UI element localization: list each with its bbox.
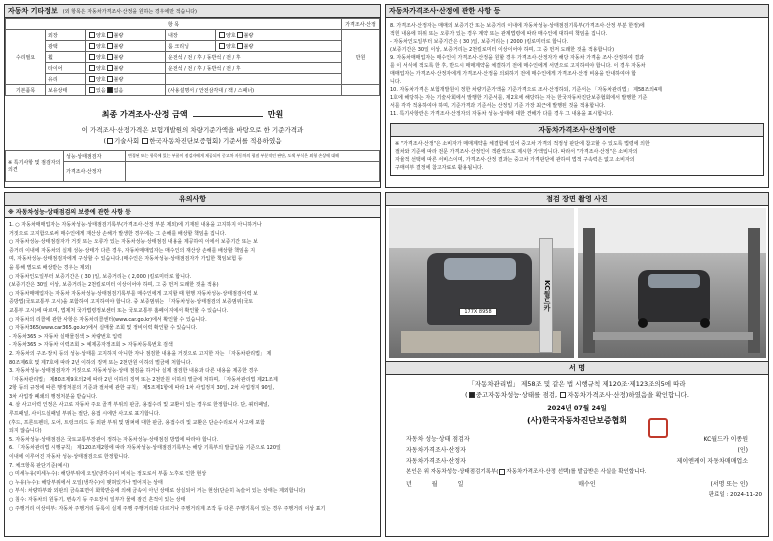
note-line: ○ 미세누유(미세누수): 해당부위에 오일(냉각수)이 비치는 정도로서 부품 노후로 인한 현상 [9,471,207,478]
appraisal-notes [386,18,768,119]
note-line: ○ 누유(누수): 해당부위에서 오일(냉각수)이 맺혀있거나 떨어지는 상태 [9,479,163,486]
bad-label: 불량 [113,54,124,61]
bad-checkbox[interactable] [107,43,113,49]
basis-options: ( 기술사회 한국자동차진단보증협회) 기준서를 적용하였음 [103,137,282,145]
price-appraisal-info-panel [385,4,769,188]
note-line: 2항 등의 규정에 따른 행정처분의 기준과 절차에 관한 규칙」 제5조제1항에 따라 1차 사업정지 30일, 2차 사업정지 90일, [9,385,275,392]
bad-checkbox[interactable] [107,54,113,60]
note-line: - 자동차365 > 자동차 이력조회 > 예제공자정조회 > 자동차등록번호 검색 [9,342,173,349]
no-label: 없음 [113,87,124,94]
definition-line: 구매여부 결정에 참고자료로 활용됩니다. [395,165,484,171]
note-line: 거짓으로 고지함으로써 매수인에게 재산상 손해가 발생한 경우에는 그 손해를 배상할 책임을 집니다. [9,230,227,237]
note-line: 80조제6호 및 제7호에 따라 2년 이하의 징역 또는 2천만원 이하의 벌금에 처합니다. [9,359,193,366]
note-line: 11. 특기사항란은 가격조사·산정자의 자동차 성능·상태에 대한 견해가 다를 경우 그 내용을 표시합니다. [390,111,614,117]
note-line: 5. 자동차성능·상태점검은 국토교통부장관이 정하는 자동차성능·상태점검 방법에 따라야 합니다. [9,436,219,443]
basis-line: 이 가격조사·산정가격은 보험개발원의 차량기준가액을 바탕으로 한 기준가격과 [81,126,304,134]
note-line: (보증기간은 30일 이상, 보증거리는 2천킬로미터 이상이어야 하며, 그 중 먼저 도래한 것을 적용) [9,282,219,289]
definition-title: 자동차가격조사·산정이란 [391,124,763,137]
note-line: ○ 주행거리 이상여부: 자동차 주행거리 등록이 실제 주행 주행거리와 다르거나 주행거리계 조작 등 다른 주행기록이 있는 경우 주행거리 이상 표기 [9,505,326,512]
note-line: 증거리 이내에 자동차의 실제 성능·상태가 다른 경우, 자동차매매업자는 매수인의 재산상 손해를 배상할 책임을 지 [9,247,256,254]
note-line: 7. 체크항목 판단기준(예시) [9,462,70,469]
note-line: 8. 가격조사·산정자는 매매의 보증기간 또는 보증거리 이내에 자동차성능·상태점검기록부(가격조사·산정 부분 한정)에 [390,23,645,29]
vehicle-other-info-panel [4,4,381,188]
signature-section [386,361,768,500]
special-notes-label: ※ 특기사항 및 점검자의 의견 [6,151,64,182]
signer-value: KC월드카 이종원 [703,436,748,443]
title-text: 자동차 기타정보 [8,7,58,15]
license-plate: 177X 8958 [459,308,497,316]
good-checkbox[interactable] [89,54,95,60]
note-line: ○ 자동차인도일부터 보증기간은 ( 30 )일, 보증거리는 ( 2,000 )킬로미터로 합니다. [9,273,192,280]
row-label: 휠 [46,52,86,63]
good-label: 양호 [96,43,106,50]
note-line: 1호에 해당하는 자는 기술사회에서 발행한 기준서를, 제2호에 해당하는 자는 한국자동차진단보증협회에서 발행한 기준 [390,95,648,101]
bad-checkbox[interactable] [107,65,113,71]
bad-checkbox[interactable] [237,43,243,49]
bad-checkbox[interactable] [107,76,113,82]
good-checkbox[interactable] [89,76,95,82]
good-checkbox[interactable] [89,43,95,49]
section-title [5,5,380,18]
row-label: 내장 [166,30,216,41]
note-line: - 자동차인도일부터 보증기간은 ( 30 )일, 보증거리는 ( 2000 )킬로미터로 합니다. [390,39,569,45]
appraisal-definition-box [390,123,764,176]
note-line: 「자동차관리법」 제80조제9호의2에 따라 2년 이하의 징역 또는 2천만원 이하의 벌금에 처하며, 「자동차관리법 제21조제 [9,376,278,383]
date-day: 24 [591,404,601,412]
bad-checkbox[interactable] [237,32,243,38]
good-label: 양호 [96,65,106,72]
receipt-month-label: 월 [431,481,438,488]
section-title: 유의사항 [5,193,380,206]
note-line: ○ 자동차성능·상태점검자가 거짓 또는 오류가 있는 자동차성능·상태점검 내용을 제공하여 이에서 보증기간 또는 보 [9,239,258,246]
date-year: 2024 [547,404,566,412]
good-checkbox[interactable] [219,43,225,49]
row-label: 보유상태 [46,85,86,96]
bad-label: 불량 [243,32,254,39]
subtitle-text: (외 항목은 자동차가격조사·산정을 원하는 경우에만 적습니다) [62,9,197,15]
bad-label: 불량 [113,43,124,50]
signer-row [386,434,768,443]
signer-value: (인) [737,447,748,454]
note-line: 2. 자동차의 구조·장치 등의 성능·상태를 고지하지 아니한 자나 점검한 내용을 거짓으로 고지한 자는 「자동차관리법」 제 [9,350,272,357]
signer-value: 제이엔케이 자동차매매업소 [676,458,748,465]
wheel [700,318,710,328]
inspection-photo-rear [578,208,766,358]
position-options: 운전석 / 전 / 후 / 동반석 / 전 / 후 [166,63,342,74]
bad-label: 불량 [113,32,124,39]
note-line: 루프패널, 사이드실패널 부위는 절단, 용접 시에만 사고로 표기합니다. [9,411,161,418]
definition-line: 절차와 기준에 따라 전문 가격조사·산정인이 객관적으로 제시한 가액입니다. 따라서 "가격조사·산정"은 소비자의 [395,149,638,155]
photo-section-title: 점검 장면 촬영 사진 [386,193,768,206]
lift-platform [401,331,561,353]
group-label: 수리필요 [6,30,46,85]
inspection-table [5,18,380,96]
signer-row [386,456,768,465]
buyer-label: 매수인 [578,481,596,488]
wheel [638,318,648,328]
price-header: 가격조사·산정 [342,19,380,30]
appraiser-notes[interactable] [126,162,380,182]
inspector-notes[interactable]: 변경된 또는 항목에 있는 부품이 점검자에게 제공되어 중고차 자동차의 평점 부분적인 판단, 도색 부식은 외형 손상에 대해 [126,151,380,162]
shop-banner: KC월드카 [539,238,553,353]
good-label: 양호 [96,32,106,39]
note-line: 9. 자동차매매업자는 매수인이 가격조사·산정을 원할 경우 가격조사·산정자가 해당 자동차 가격을 조사·산정하여 결과 [390,55,645,61]
note-line: 매매업자는 가격조사·산정자에게 가격조사·산정을 의뢰하기 전에 매수인에게 가격조사·산정 비용을 안내하여야 합 [390,71,637,77]
note-line: ○ 자동차매매업자는 자동차 자동차성능·상태점검기록부를 매수인에게 고지할 때 현행 자동차성능·상태점검이력 보 [9,290,258,297]
buyer-signature[interactable]: (서명 또는 인) [710,481,748,488]
definition-line: 자율적 선택에 따른 서비스이며, 가격조사·산정 결과는 중고차 가격판단에 관하여 법적 구속력은 없고 소비자의 [395,157,635,163]
position-options: 운전석 / 전 / 후 / 동반석 / 전 / 후 [166,52,342,63]
good-label: 양호 [96,54,106,61]
row-label: 광택 [46,41,86,52]
ceiling [578,208,766,253]
empty-cell [166,74,342,85]
subsection-title: ※ 자동차성능·상태점검의 보증에 관한 사항 등 [5,206,380,218]
note-line: (보증기간은 30일 이상, 보증거리는 2천킬로미터 이상이어야 하며, 그 중 먼저 도래한 것을 적용합니다) [390,47,615,53]
inspection-photo-front [389,208,574,358]
note-line: 6. 「자동차관리법 시행규칙」 제120조제2항에 따라 자동차성능·상태점검기록부는 해당 기록부의 발급일을 기준으로 120일 [9,445,281,452]
inspector-label: 성능·상태점검자 [64,151,126,162]
note-line: 되지 않습니다) [9,428,42,435]
good-label: 양호 [226,43,236,50]
group-label: 기본품목 [6,85,46,96]
note-line: 증방법(국토교통부 고시)을 포함하여 고지하여야 합니다. 중 보증범위는 「자동차성능·상태점검의 보증범위(국토 [9,299,254,306]
date-month: 07 [573,404,583,412]
lift-platform [593,332,753,340]
windshield [444,258,516,280]
date-month-label: 월 [582,404,590,412]
option2-checkbox[interactable] [142,138,148,144]
organization-name: (사)한국자동차진단보증협회 [526,416,628,425]
date-year-label: 년 [565,404,572,412]
no-checkbox[interactable] [107,87,113,93]
row-label: 유리 [46,74,86,85]
row-label: 룸 크리닝 [166,41,216,52]
receipt-prefix: 본인은 위 자동차성능·상태점검기록부( [406,469,499,475]
receipt-day-label: 일 [457,481,464,488]
row-label: 타이어 [46,63,86,74]
statement-tail: )하였음을 확인합니다. [625,391,689,399]
note-line: 적힌 내용에 허위 또는 오류가 있는 경우 계약 또는 관계법령에 따라 매수인에 대하여 책임을 집니다. [390,31,608,37]
section-title: 자동차가격조사·산정에 관한 사항 등 [386,5,768,18]
final-price-input[interactable] [193,108,263,117]
note-line: 4. 삼 사고이력 인정은 사고로 자동차 주요 골격 부위의 판금, 용접수리 및 교환이 있는 경우로 한정합니다. 단, 쿼터패널, [9,402,270,409]
price-unit: 만원 [342,30,380,85]
basic-items: (사용설명서 / 안전삼각대 / 잭 / 스패너) [166,85,342,96]
yes-checkbox[interactable] [89,87,95,93]
row-label: 외장 [46,30,86,41]
option1-checkbox[interactable] [107,138,113,144]
precautions-list [5,218,380,514]
date-day-label: 일 [600,404,607,412]
note-line: ○ 부식: 차량하부와 외판의 금속표면이 화학반응에 의해 금속이 아닌 상태로 상실되어 거는 현상(단순히 녹슬어 있는 상태는 제외합니다) [9,488,306,495]
note-line: ○ 자동차의 리콜에 관한 사항은 자동차리콜센터(www.car.go.kr)에서 확인할 수 있습니다. [9,316,207,323]
signer-label: 자동차가격조사·산정자 [406,447,466,454]
signer-label: 자동차 성능·상태 점검자 [406,436,470,443]
yes-label: 있음 [96,87,106,94]
rear-window [648,274,700,288]
note-line: - 자동차365 > 자동차 실매물검색 > 차량번호 입력 [9,333,122,340]
price-appraisal-label: 자동차가격조사·산정 [567,391,626,399]
signature-date [386,403,768,412]
note-line: 을 통해 별도로 배상받는 경우는 제외) [9,264,92,271]
performance-check-checkbox[interactable] [469,392,475,398]
item-header: 항 목 [6,19,342,30]
good-label: 양호 [96,76,106,83]
signature-statement: 「자동차관리법」 제58조 및 같은 법 시행규칙 제120조·제123조의5에 따라 [468,380,686,388]
note-line: 며, 자동차성능·상태점검자에게 구상할 수 있습니다.(매수인은 자동차성능·상태점검자가 가입한 책임보험 등 [9,256,243,263]
receipt-year-label: 년 [406,481,412,488]
receipt-statement [386,465,768,477]
bad-checkbox[interactable] [107,32,113,38]
note-line: 10. 자동차가격은 보험개발원이 정한 차량기준가액을 기준가격으로 조사·산정하되, 기준서는 「자동차관리법」 제58조의4제 [390,87,662,93]
good-checkbox[interactable] [219,32,225,38]
note-line: (후드, 프론트펜더, 도어, 트렁크리드 등 외판 부위 및 범퍼에 대한 판금, 용접수리 및 교환은 단순수리로서 사고에 포함 [9,419,265,426]
good-checkbox[interactable] [89,65,95,71]
option1-label: 기술사회 [114,137,140,145]
receipt-text: 자동차가격조사·산정 선택)를 발급받은 사실을 확인합니다. [506,469,647,475]
signature-title: 서 명 [386,362,768,375]
bad-label: 불량 [113,65,124,72]
note-line: 이내에 이루어진 자동차 성능·상태점검으로 한정합니다. [9,454,130,461]
receipt-appraisal-checkbox[interactable] [499,469,505,475]
final-price-unit: 만원 [267,110,284,119]
signer-row [386,445,768,454]
note-line: 1. ○ 자동차매매업자는 자동차성능·상태점검기록부(가격조사·산정 부분 제외)에 기재된 내용을 고지하지 아니하거나 [9,222,262,228]
performance-check-label: 중고자동차성능·상태를 점검, [475,391,558,399]
price-appraisal-checkbox[interactable] [560,392,566,398]
issued-date: 판료일 : 2024-11-20 [708,492,762,498]
definition-line: ※ "가격조사·산정"은 소비자가 매매계약을 체결함에 있어 중고차 가격의 적정성 판단에 참고할 수 있도록 법령에 의한 [395,141,650,147]
organization-seal-icon [648,418,668,438]
precautions-panel [4,192,381,537]
special-notes-table [5,150,380,182]
note-line: 3차 사업장 폐쇄의 행정처분을 받습니다. [9,393,98,400]
note-line: 교통부 고시)에 따르며, 법제처 국가법령정보센터 또는 국토교통부 홈페이지에서 확인할 수 있습니다. [9,307,229,314]
option2-label: 한국자동차진단보증협회 [149,137,219,145]
good-checkbox[interactable] [89,32,95,38]
note-line: 서를 각각 적용하여야 하며, 기준가격과 기준서는 산정일 기준 가장 최근에 발행된 것을 적용합니다. [390,103,606,109]
bad-label: 불량 [243,43,254,50]
signature-options: ( 중고자동차성능·상태를 점검, 자동차가격조사·산정)하였음을 확인합니다. [465,391,689,399]
note-line: 를 이 서식에 적도록 한 후, 반드시 매매계약을 체결하기 전에 매수인에게 서면으로 고지하여야 합니다. 이 경우 자동차 [390,63,646,69]
appraiser-label: 가격조사·산정자 [64,162,126,182]
note-line: 3. 자동차성능·상태점검자가 거짓으로 자동차성능·상태 점검을 하거나 실제 점검한 내용과 다른 내용을 제공한 경우 [9,368,259,375]
good-label: 양호 [226,32,236,39]
bad-label: 불량 [113,76,124,83]
note-line: 니다. [390,79,402,85]
note-line: ○ 자동차365(www.car365.go.kr)에서 실매물 조회 및 정비이력 확인할 수 있습니다. [9,325,198,332]
signer-label: 자동차가격조사·산정자 [406,458,466,465]
receipt-row [386,479,768,488]
empty-cell [342,85,380,96]
note-line: ○ 침수: 자동차의 원동기, 변속기 등 주요장치 일부가 물에 잠긴 흔적이 있는 상태 [9,497,186,503]
photo-and-signature-panel [385,192,769,537]
basis-tail: 기준서를 적용하였음 [222,137,282,145]
final-price-label: 최종 가격조사·산정 금액 [101,110,188,119]
